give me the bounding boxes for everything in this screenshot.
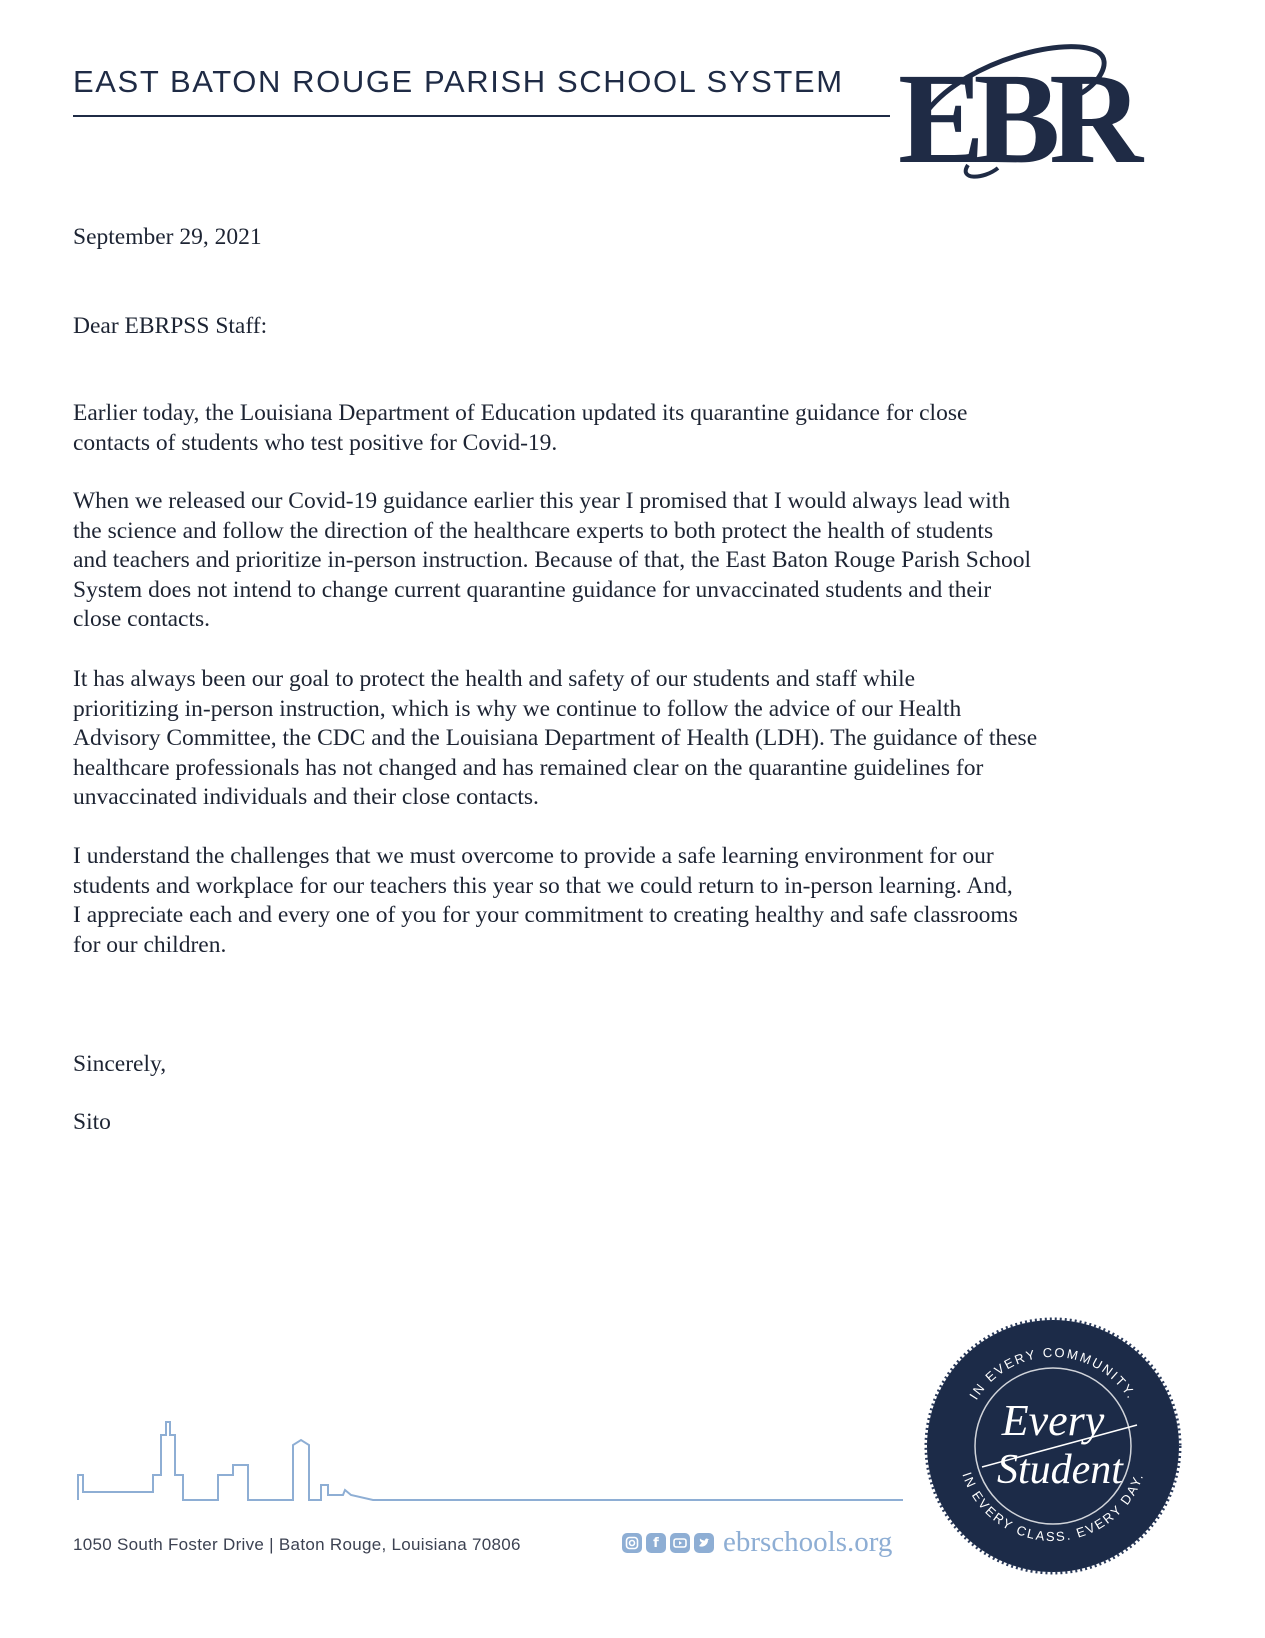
paragraph-line: and teachers and prioritize in-person instruction. Because of that, the East Baton Rouge Parish School [73,547,1032,573]
skyline-outline [78,1422,903,1500]
seal-top-arc-text: IN EVERY COMMUNITY. [966,1344,1140,1403]
letter-closing: Sincerely, [73,1051,167,1077]
letter-date: September 29, 2021 [73,224,262,250]
paragraph-line: the science and follow the direction of the healthcare experts to both protect the health of students [73,517,994,544]
ebr-logo [898,40,1198,185]
letter-paragraph-3 [73,665,1203,813]
paragraph-line: students and workplace for our teachers this year so that we could return to in-person learning. And, [73,872,1013,899]
every-student-seal [922,1315,1184,1577]
paragraph-line: prioritizing in-person instruction, which is why we continue to follow the advice of our Health [73,695,962,722]
seal-script-line-1: Every [1001,1396,1105,1445]
paragraph-line: I understand the challenges that we must overcome to provide a safe learning environment for our [73,843,994,869]
letterhead-title: EAST BATON ROUGE PARISH SCHOOL SYSTEM [73,64,844,99]
paragraph-line: It has always been our goal to protect the health and safety of our students and staff while [73,666,916,692]
paragraph-line: Earlier today, the Louisiana Department of Education updated its quarantine guidance for close [73,400,968,426]
paragraph-line: unvaccinated individuals and their close contacts. [73,784,539,810]
letter-salutation: Dear EBRPSS Staff: [73,313,268,339]
paragraph-line: healthcare professionals has not changed and has remained clear on the quarantine guidelines for [73,754,984,781]
paragraph-line: I appreciate each and every one of you for your commitment to creating healthy and safe classrooms [73,902,1018,928]
skyline-illustration [73,1420,903,1510]
letter-paragraph-1 [73,399,1203,458]
social-icons [622,1533,714,1553]
paragraph-line: for our children. [73,931,227,958]
seal-bottom-arc-text: IN EVERY CLASS. EVERY DAY. [959,1470,1147,1545]
footer-address: 1050 South Foster Drive | Baton Rouge, Louisiana 70806 [73,1535,521,1554]
letterhead-rule [73,115,890,117]
letter-signature: Sito [73,1109,111,1135]
paragraph-line: contacts of students who test positive for Covid-19. [73,429,558,456]
footer-website-link[interactable]: ebrschools.org [723,1526,893,1558]
paragraph-line: When we released our Covid-19 guidance earlier this year I promised that I would always lead with [73,488,1011,514]
youtube-icon[interactable] [670,1533,690,1553]
instagram-icon[interactable] [622,1533,642,1553]
letter-paragraph-4 [73,842,1203,960]
facebook-icon[interactable]: f [646,1533,666,1553]
paragraph-line: close contacts. [73,606,211,632]
paragraph-line: System does not intend to change current quarantine guidance for unvaccinated students and their [73,576,992,603]
letter-paragraph-2 [73,487,1203,635]
twitter-icon[interactable] [694,1533,714,1553]
paragraph-line: Advisory Committee, the CDC and the Louisiana Department of Health (LDH). The guidance of these [73,725,1038,751]
logo-text: EBR [898,47,1143,185]
seal-script-line-2: Student [997,1447,1123,1493]
